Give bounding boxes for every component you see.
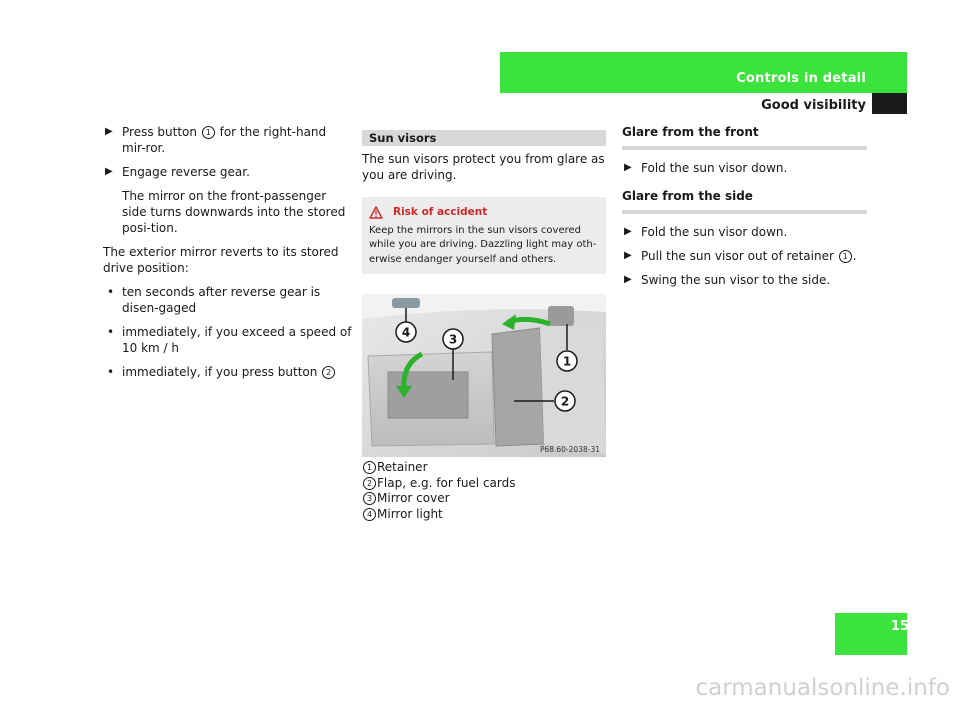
- left-column: [103, 124, 353, 388]
- callout-ref: 2: [363, 477, 376, 490]
- step-text: Fold the sun visor down.: [641, 161, 788, 175]
- sun-visor-figure: [362, 294, 606, 457]
- triangle-right-icon: ▶: [624, 250, 632, 261]
- warning-title: Risk of accident: [393, 206, 488, 218]
- step-text: .: [852, 249, 857, 263]
- callout-ref: 2: [322, 366, 335, 379]
- sun-visor-illustration: [362, 294, 606, 457]
- callout-2: [555, 391, 575, 411]
- step-fold-side: [622, 224, 867, 240]
- triangle-right-icon: ▶: [624, 226, 632, 237]
- warning-text: Keep the mirrors in the sun visors covered while you are driving. Dazzling light may oth-erwise endanger yourself and others.: [369, 224, 597, 265]
- callout-ref: 1: [202, 126, 215, 139]
- list-item-text: ten seconds after reverse gear is disen-gaged: [122, 285, 321, 315]
- callout-ref: 4: [363, 508, 376, 521]
- legend-item: [362, 491, 606, 507]
- page-number: 151: [890, 619, 918, 634]
- warning-triangle-icon: [369, 206, 383, 219]
- list-item-text: immediately, if you exceed a speed of 10 km / h: [122, 325, 352, 355]
- step-note: The mirror on the front-passenger side turns downwards into the stored posi-tion.: [122, 189, 346, 235]
- callout-1: [557, 351, 577, 371]
- bullet-icon: •: [107, 285, 115, 299]
- step-pull-out: [622, 248, 867, 264]
- section-heading: Sun visors: [362, 130, 606, 146]
- legend-item: [362, 476, 606, 492]
- middle-column: [362, 130, 606, 522]
- callout-ref: 3: [363, 492, 376, 505]
- subheading-front: Glare from the front: [622, 124, 867, 150]
- list-item: [103, 364, 353, 380]
- legend-item: [362, 460, 606, 476]
- step-press-button: [103, 124, 353, 156]
- step-text: Fold the sun visor down.: [641, 225, 788, 239]
- step-text: for the right-hand mir-ror.: [122, 125, 327, 155]
- callout-3-label: 3: [448, 332, 458, 347]
- triangle-right-icon: ▶: [624, 274, 632, 285]
- callout-4: [396, 322, 416, 342]
- bullet-icon: •: [107, 365, 115, 379]
- step-text: Press button: [122, 125, 201, 139]
- bullet-icon: •: [107, 325, 115, 339]
- legend-text: Flap, e.g. for fuel cards: [377, 475, 516, 490]
- step-reverse-gear: [103, 164, 353, 180]
- step-swing: [622, 272, 867, 288]
- triangle-right-icon: ▶: [624, 162, 632, 173]
- figure-code: P68.60-2038-31: [539, 445, 600, 454]
- callout-ref: 1: [839, 250, 852, 263]
- callout-3: [443, 329, 463, 349]
- page-subtitle: Good visibility: [761, 98, 866, 113]
- callout-ref: 1: [363, 461, 376, 474]
- paragraph: The exterior mirror reverts to its stored drive position:: [103, 245, 339, 275]
- triangle-right-icon: ▶: [105, 126, 113, 137]
- warning-box: [362, 197, 606, 274]
- intro-text: The sun visors protect you from glare as you are driving.: [362, 152, 605, 182]
- watermark: carmanualsonline.info: [695, 675, 950, 701]
- list-item: [103, 324, 353, 356]
- legend-item: [362, 507, 606, 523]
- list-item-text: immediately, if you press button: [122, 365, 322, 379]
- warning-header: [369, 205, 599, 220]
- step-text: Pull the sun visor out of retainer: [641, 249, 838, 263]
- step-fold-front: [622, 160, 867, 176]
- callout-1-label: 1: [562, 354, 572, 369]
- triangle-right-icon: ▶: [105, 166, 113, 177]
- figure-legend: [362, 460, 606, 522]
- section-tab-marker: [872, 93, 907, 114]
- list-item: [103, 284, 353, 316]
- callout-2-label: 2: [560, 394, 570, 409]
- subheading-side: Glare from the side: [622, 188, 867, 214]
- callout-4-label: 4: [401, 325, 411, 340]
- legend-text: Mirror light: [377, 506, 443, 521]
- right-column: [622, 124, 867, 296]
- legend-text: Retainer: [377, 460, 428, 474]
- step-text: Engage reverse gear.: [122, 165, 250, 179]
- step-text: Swing the sun visor to the side.: [641, 273, 831, 287]
- legend-text: Mirror cover: [377, 491, 450, 505]
- section-title: Controls in detail: [736, 71, 866, 86]
